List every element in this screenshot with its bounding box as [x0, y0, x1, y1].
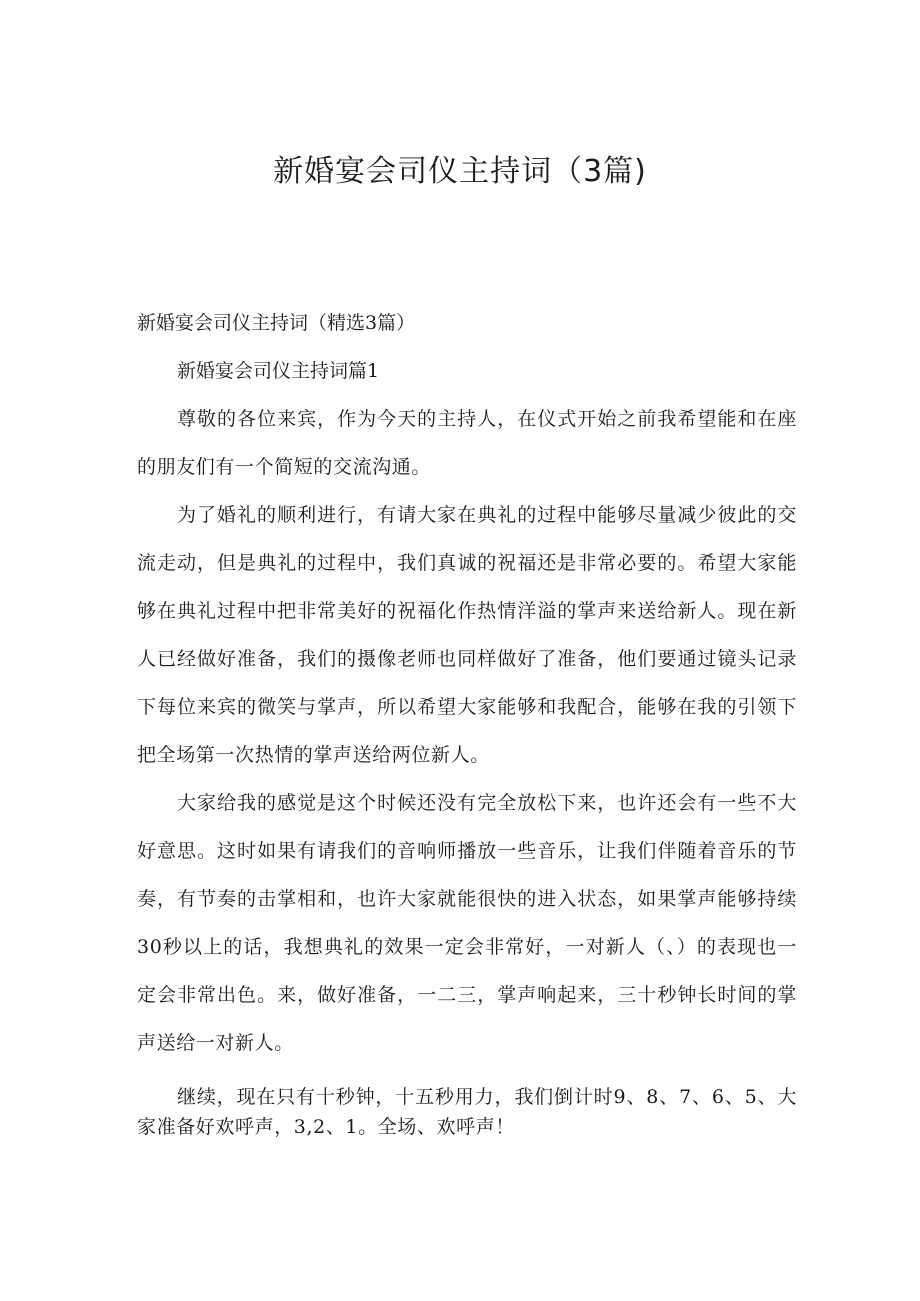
section-heading: 新婚宴会司仪主持词篇1 — [177, 360, 380, 382]
paragraph-3: 大家给我的感觉是这个时候还没有完全放松下来，也许还会有一些不大好意思。这时如果有请我们的音响师播放一些音乐，让我们伴随着音乐的节奏，有节奏的击掌相和，也许大家就能很快的进入状态，如果掌声能够持续30秒以上的话，我想典礼的效果一定会非常好，一对新人（、）的表现也一定会非常出色。来，做好准备，一二三，掌声响起来，三十秒钟长时间的掌声送给一对新人。 — [137, 792, 797, 1054]
paragraph-4: 继续，现在只有十秒钟，十五秒用力，我们倒计时9、8、7、6、5、大家准备好欢呼声，3,2、1。全场、欢呼声！ — [137, 1086, 797, 1138]
document-title: 新婚宴会司仪主持词（3篇) — [273, 154, 647, 189]
paragraph-2: 为了婚礼的顺利进行，有请大家在典礼的过程中能够尽量减少彼此的交流走动，但是典礼的过程中，我们真诚的祝福还是非常必要的。希望大家能够在典礼过程中把非常美好的祝福化作热情洋溢的掌声来送给新人。现在新人已经做好准备，我们的摄像老师也同样做好了准备，他们要通过镜头记录下每位来宾的微笑与掌声，所以希望大家能够和我配合，能够在我的引领下把全场第一次热情的掌声送给两位新人。 — [137, 504, 797, 766]
paragraph-1: 尊敬的各位来宾，作为今天的主持人，在仪式开始之前我希望能和在座的朋友们有一个简短的交流沟通。 — [137, 408, 797, 478]
document-subtitle: 新婚宴会司仪主持词（精选3篇） — [137, 312, 416, 334]
